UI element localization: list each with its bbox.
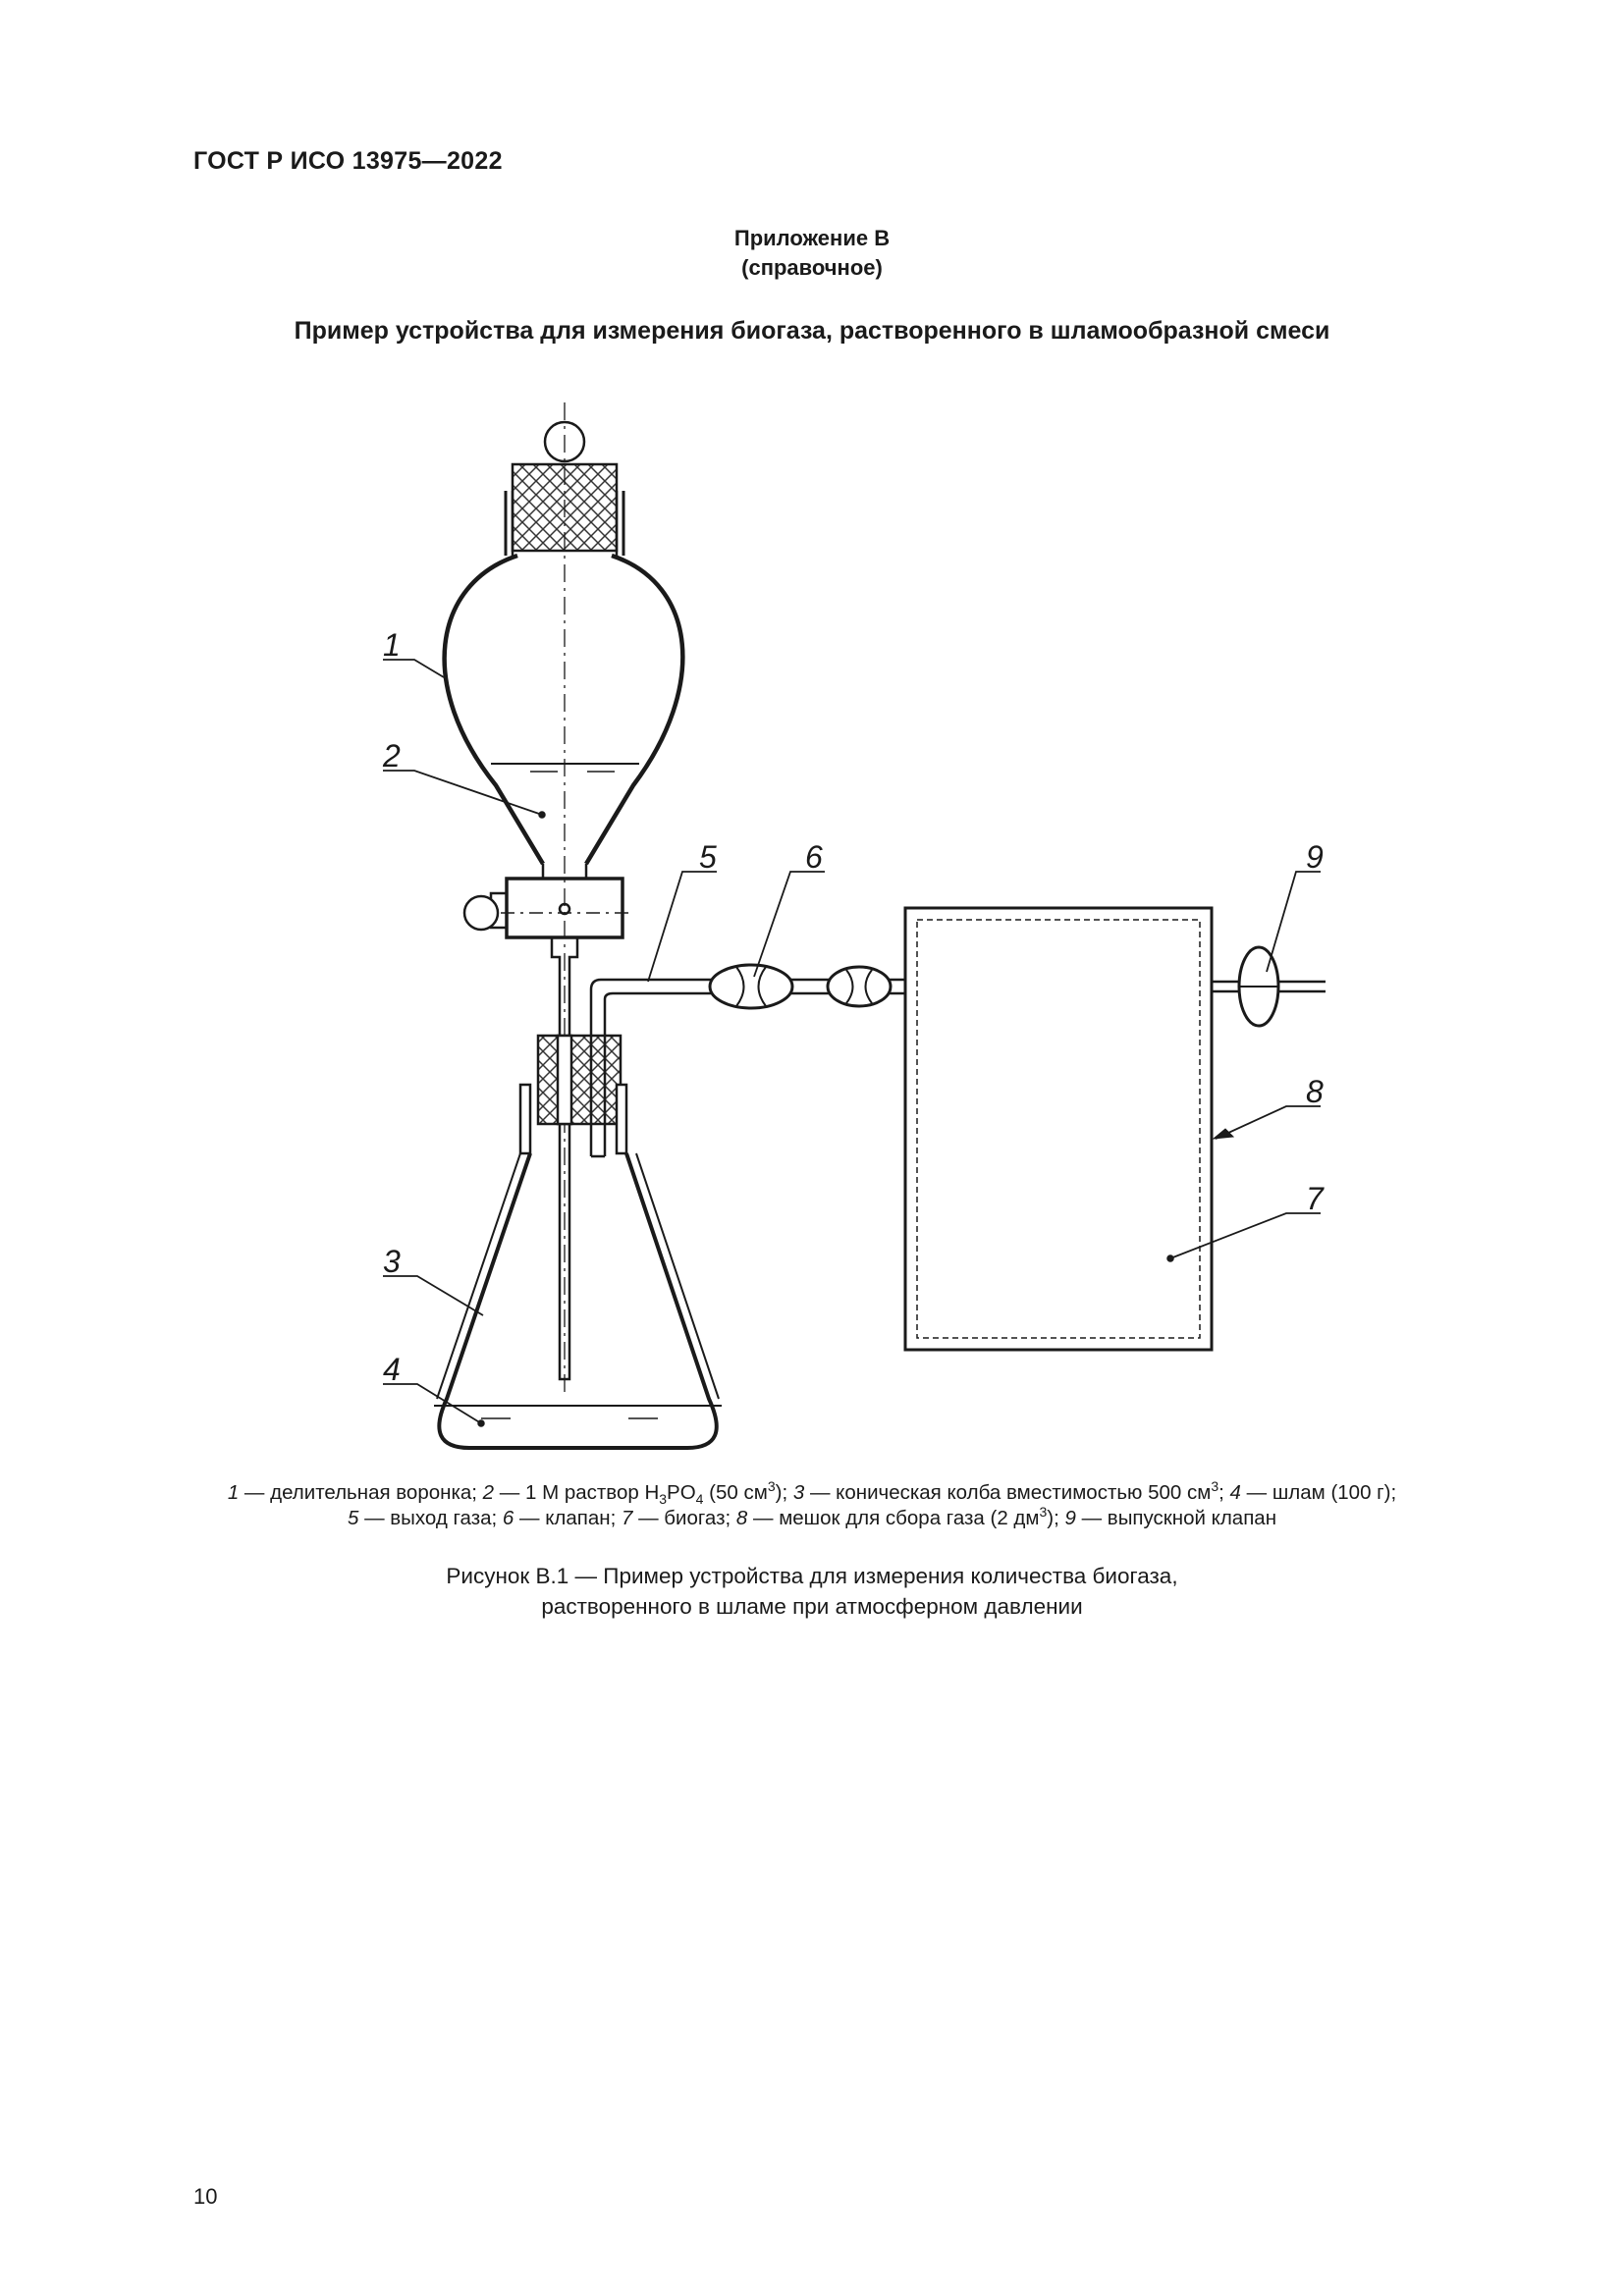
legend-line-1 bbox=[147, 1480, 1477, 1506]
legend-text-1: — делительная воронка; bbox=[239, 1481, 483, 1504]
legend-num-5: 5 bbox=[347, 1507, 359, 1529]
annex-heading: Пример устройства для измерения биогаза, растворенного в шламообразной смеси bbox=[294, 317, 1330, 345]
legend-text-2a: — 1 М раствор H bbox=[494, 1481, 660, 1504]
caption-line-2: растворенного в шламе при атмосферном давлении bbox=[541, 1594, 1083, 1619]
annex-status: (справочное) bbox=[741, 255, 883, 280]
callout-5: 5 bbox=[699, 839, 717, 875]
legend-num-1: 1 bbox=[227, 1481, 240, 1504]
flask-stopper bbox=[538, 1036, 621, 1124]
callout-8: 8 bbox=[1306, 1074, 1324, 1109]
callout-4: 4 bbox=[383, 1352, 401, 1387]
legend-num-2: 2 bbox=[482, 1481, 495, 1504]
legend-sup-8: 3 bbox=[1039, 1504, 1048, 1521]
legend-line-2 bbox=[147, 1506, 1477, 1531]
callout-3: 3 bbox=[383, 1244, 401, 1279]
legend-text-3b: ; bbox=[1218, 1481, 1230, 1504]
legend-text-9: — выпускной клапан bbox=[1075, 1507, 1277, 1529]
legend-text-2c: (50 см bbox=[703, 1481, 768, 1504]
legend-text-4: — шлам (100 г); bbox=[1240, 1481, 1397, 1504]
valve-1 bbox=[710, 965, 792, 1008]
legend-sup-3: 3 bbox=[1211, 1478, 1219, 1495]
legend-text-7: — биогаз; bbox=[632, 1507, 736, 1529]
legend-num-7: 7 bbox=[622, 1507, 633, 1529]
legend-text-2b: PO bbox=[667, 1481, 696, 1504]
legend-text-5: — выход газа; bbox=[358, 1507, 503, 1529]
conical-flask bbox=[439, 1153, 716, 1448]
legend-text-3a: — коническая колба вместимостью 500 см bbox=[804, 1481, 1212, 1504]
legend-sub-2b: 4 bbox=[695, 1491, 704, 1508]
legend-num-6: 6 bbox=[502, 1507, 514, 1529]
annex-title: Приложение В bbox=[733, 226, 891, 250]
caption-line-1: Рисунок В.1 — Пример устройства для измерения количества биогаза, bbox=[446, 1564, 1178, 1588]
callout-2: 2 bbox=[383, 738, 401, 774]
figure-caption bbox=[0, 1561, 1624, 1622]
figure-legend bbox=[147, 1480, 1477, 1531]
legend-sup-2: 3 bbox=[767, 1478, 776, 1495]
callout-6: 6 bbox=[805, 839, 823, 875]
gas-collection-bag bbox=[905, 908, 1212, 1350]
legend-num-8: 8 bbox=[735, 1507, 748, 1529]
page-number: 10 bbox=[193, 2184, 218, 2209]
legend-text-2d: ); bbox=[775, 1481, 793, 1504]
legend-text-8a: — мешок для сбора газа (2 дм bbox=[747, 1507, 1040, 1529]
callout-1: 1 bbox=[383, 627, 401, 663]
separatory-funnel bbox=[445, 556, 543, 864]
valve-2 bbox=[828, 967, 891, 1006]
callout-7: 7 bbox=[1306, 1181, 1324, 1216]
callout-9: 9 bbox=[1306, 839, 1324, 875]
legend-text-8b: ); bbox=[1047, 1507, 1065, 1529]
legend-num-9: 9 bbox=[1064, 1507, 1076, 1529]
legend-num-4: 4 bbox=[1229, 1481, 1241, 1504]
legend-text-6: — клапан; bbox=[514, 1507, 622, 1529]
stopcock-handle bbox=[464, 896, 498, 930]
legend-sub-2a: 3 bbox=[659, 1491, 668, 1508]
legend-num-3: 3 bbox=[792, 1481, 805, 1504]
document-header: ГОСТ Р ИСО 13975—2022 bbox=[193, 147, 503, 175]
